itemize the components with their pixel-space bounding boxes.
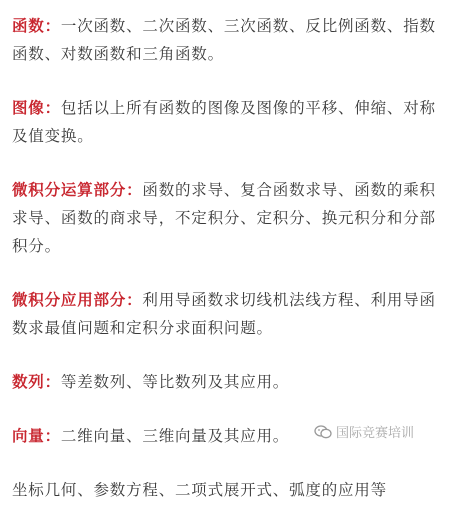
section-text: 一次函数、二次函数、三次函数、反比例函数、指数函数、对数函数和三角函数。: [12, 17, 436, 63]
section-text: 二维向量、三维向量及其应用。: [60, 427, 290, 445]
section-text: 利用导函数求切线机法线方程、利用导函数求最值问题和定积分求面积问题。: [12, 291, 436, 337]
section-label: 向量：: [12, 427, 61, 445]
section-text: 坐标几何、参数方程、二项式展开式、弧度的应用等: [12, 481, 387, 499]
wechat-logo-icon: [314, 425, 332, 439]
section-label: 微积分运算部分：: [12, 181, 143, 199]
watermark-text: 国际竞赛培训: [336, 426, 415, 441]
section-text: 函数的求导、复合函数求导、函数的乘积求导、函数的商求导，不定积分、定积分、换元积分和分部积分。: [12, 181, 436, 255]
article-body: [12, 12, 444, 530]
section-sequences: [12, 368, 444, 396]
wechat-watermark: [312, 422, 416, 441]
section-label: 函数：: [12, 17, 61, 35]
section-calculus-operations: [12, 176, 444, 260]
section-label: 微积分应用部分：: [12, 291, 143, 309]
section-label: 图像：: [12, 99, 61, 117]
section-other-topics: [12, 476, 444, 504]
section-calculus-applications: [12, 286, 444, 342]
section-label: 数列：: [12, 373, 61, 391]
section-functions: [12, 12, 444, 68]
section-text: 包括以上所有函数的图像及图像的平移、伸缩、对称及值变换。: [12, 99, 436, 145]
section-text: 等差数列、等比数列及其应用。: [60, 373, 290, 391]
section-graphs: [12, 94, 444, 150]
